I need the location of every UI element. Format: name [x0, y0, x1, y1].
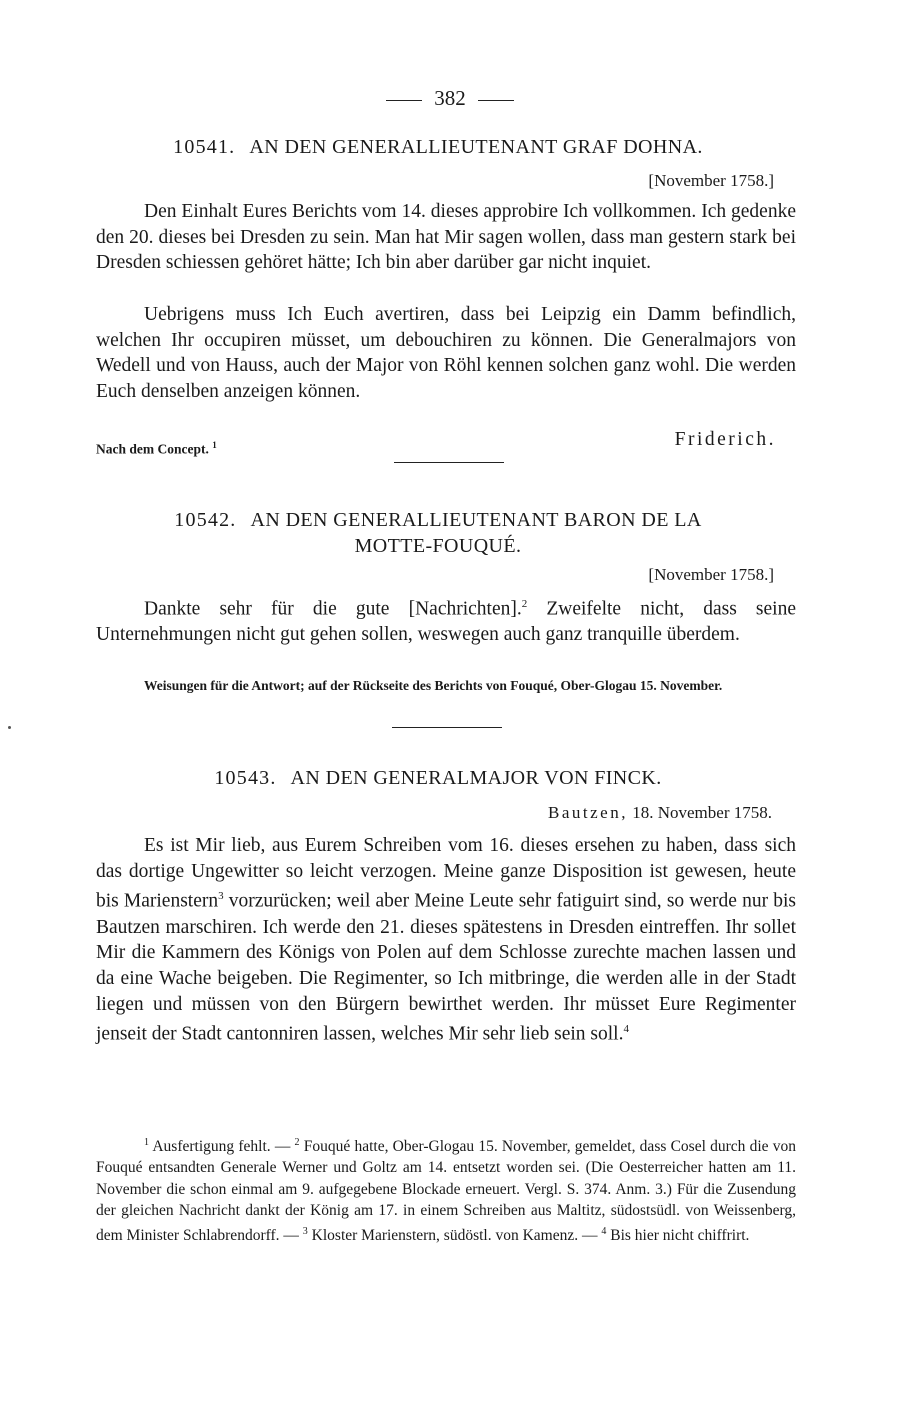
- letter-heading: AN DEN GENERALMAJOR VON FINCK.: [290, 767, 662, 789]
- footnote-text: Ausfertigung fehlt. —: [149, 1138, 295, 1156]
- letter-10543-dateline: [548, 803, 772, 823]
- letter-heading-line-1: AN DEN GENERALLIEUTENANT BARON DE LA: [250, 509, 702, 531]
- letter-10541-paragraph-2: Uebrigens muss Ich Euch avertiren, dass bei Leipzig ein Damm befindlich, welchen Ihr occupiren müsset, um debouchiren zu können. Die Generalmajors von Wedell und von Hauss, auch der Major von Röhl kennen solchen ganz wohl. Die werden Euch denselben anzeigen können.: [96, 304, 796, 403]
- footnote-number: 2: [294, 1137, 300, 1148]
- footnote-text: Kloster Marienstern, südöstl. von Kamenz. —: [307, 1227, 602, 1245]
- letter-10541-source: [96, 437, 496, 458]
- letter-number: 10542.: [174, 509, 237, 531]
- footnote-number: 4: [601, 1226, 607, 1238]
- footnote-ref: 2: [521, 598, 528, 610]
- letter-10543-paragraph: [96, 833, 796, 1048]
- header-dash-left: [386, 100, 422, 101]
- letter-10543-title: [82, 765, 794, 791]
- footnote-text: Bis hier nicht chiffrirt.: [606, 1227, 750, 1245]
- footnote-ref: 1: [212, 440, 217, 450]
- section-divider: [394, 462, 504, 463]
- letter-10542-source: Weisungen für die Antwort; auf der Rückseite des Berichts von Fouqué, Ober-Glogau 15. November.: [144, 678, 723, 693]
- page-header: [0, 86, 900, 111]
- letter-10542-dateline: [November 1758.]: [648, 565, 774, 584]
- letter-heading-line-2: MOTTE-FOUQUÉ.: [354, 535, 522, 557]
- letter-heading: AN DEN GENERALLIEUTENANT GRAF DOHNA.: [249, 136, 703, 158]
- footnote-number: 1: [144, 1137, 149, 1148]
- paragraph-text: Es ist Mir lieb, aus Eurem Schreiben vom 16. dieses ersehen zu haben, dass sich das dortige Ungewitter so leicht verzogen. Meine ganze Disposition ist gewesen, heute bis Marienstern: [96, 835, 796, 912]
- footnote-number: 3: [302, 1226, 308, 1238]
- header-dash-right: [478, 100, 514, 101]
- section-divider: [392, 727, 502, 728]
- dateline-place: Bautzen,: [548, 803, 628, 822]
- footnote-text: Fouqué hatte, Ober-Glogau 15. November, gemeldet, dass Cosel durch die von Fouqué entsandten Generale Werner und Goltz am 14. entsetzt worden sei. (Die Oesterreicher hatten am 11. November die schon einmal am 9. aufgegebene Blockade erneuert. Vergl. S. 374. Anm. 3.) Für die Zusendung der gleichen Nachricht dankt der König am 17. in einem Schreiben aus Maltitz, südostsüdl. von Weissenberg, dem Minister Schlabrendorff. —: [96, 1138, 796, 1245]
- letter-10541-paragraph-1: Den Einhalt Eures Berichts vom 14. dieses approbire Ich vollkommen. Ich gedenke den 20. dieses bei Dresden zu sein. Man hat Mir sagen wollen, dass man gestern stark bei Dresden schiessen gehöret hätte; Ich bin aber darüber gar nicht inquiet.: [96, 201, 796, 274]
- page-number: 382: [434, 86, 466, 110]
- letter-10542-title: [82, 507, 794, 559]
- letter-10542-paragraph: [96, 592, 796, 648]
- footnotes: [96, 1132, 796, 1247]
- letter-number: 10541.: [173, 136, 236, 158]
- paragraph-text: vorzurücken; weil aber Meine Leute sehr fatiguirt sind, so werde nur bis Bautzen marschiren. Ich werde den 21. dieses spätestens in Dresden eintreffen. Ihr sollet Mir die Kammern des Königs von Polen auf dem Schlosse zurechte machen lassen und da eine Wache beigeben. Die Regimenter, so Ich mitbringe, die werden alle in der Stadt liegen und müssen von den Bürgern bewirthet werden. Ihr müsset Eure Regimenter jenseit der Stadt cantonniren lassen, welches Mir sehr lieb sein soll.: [96, 890, 796, 1045]
- paragraph-text: Dankte sehr für die gute [Nachrichten].: [144, 598, 522, 620]
- footnote-ref: 3: [218, 890, 224, 903]
- paragraph-text: Zweifelte nicht, dass seine Unternehmungen nicht gut gehen sollen, weswegen auch ganz tranquille überdem.: [96, 598, 796, 646]
- scan-speck: [8, 726, 11, 729]
- source-text: Nach dem Concept.: [96, 441, 209, 457]
- footnote-ref: 4: [623, 1023, 629, 1036]
- letter-number: 10543.: [214, 767, 277, 789]
- letter-10541-title: [82, 134, 794, 160]
- letter-10541-dateline: [November 1758.]: [648, 171, 774, 190]
- dateline-date: 18. November 1758.: [632, 803, 772, 822]
- letter-10541-signature: Friderich.: [674, 429, 776, 450]
